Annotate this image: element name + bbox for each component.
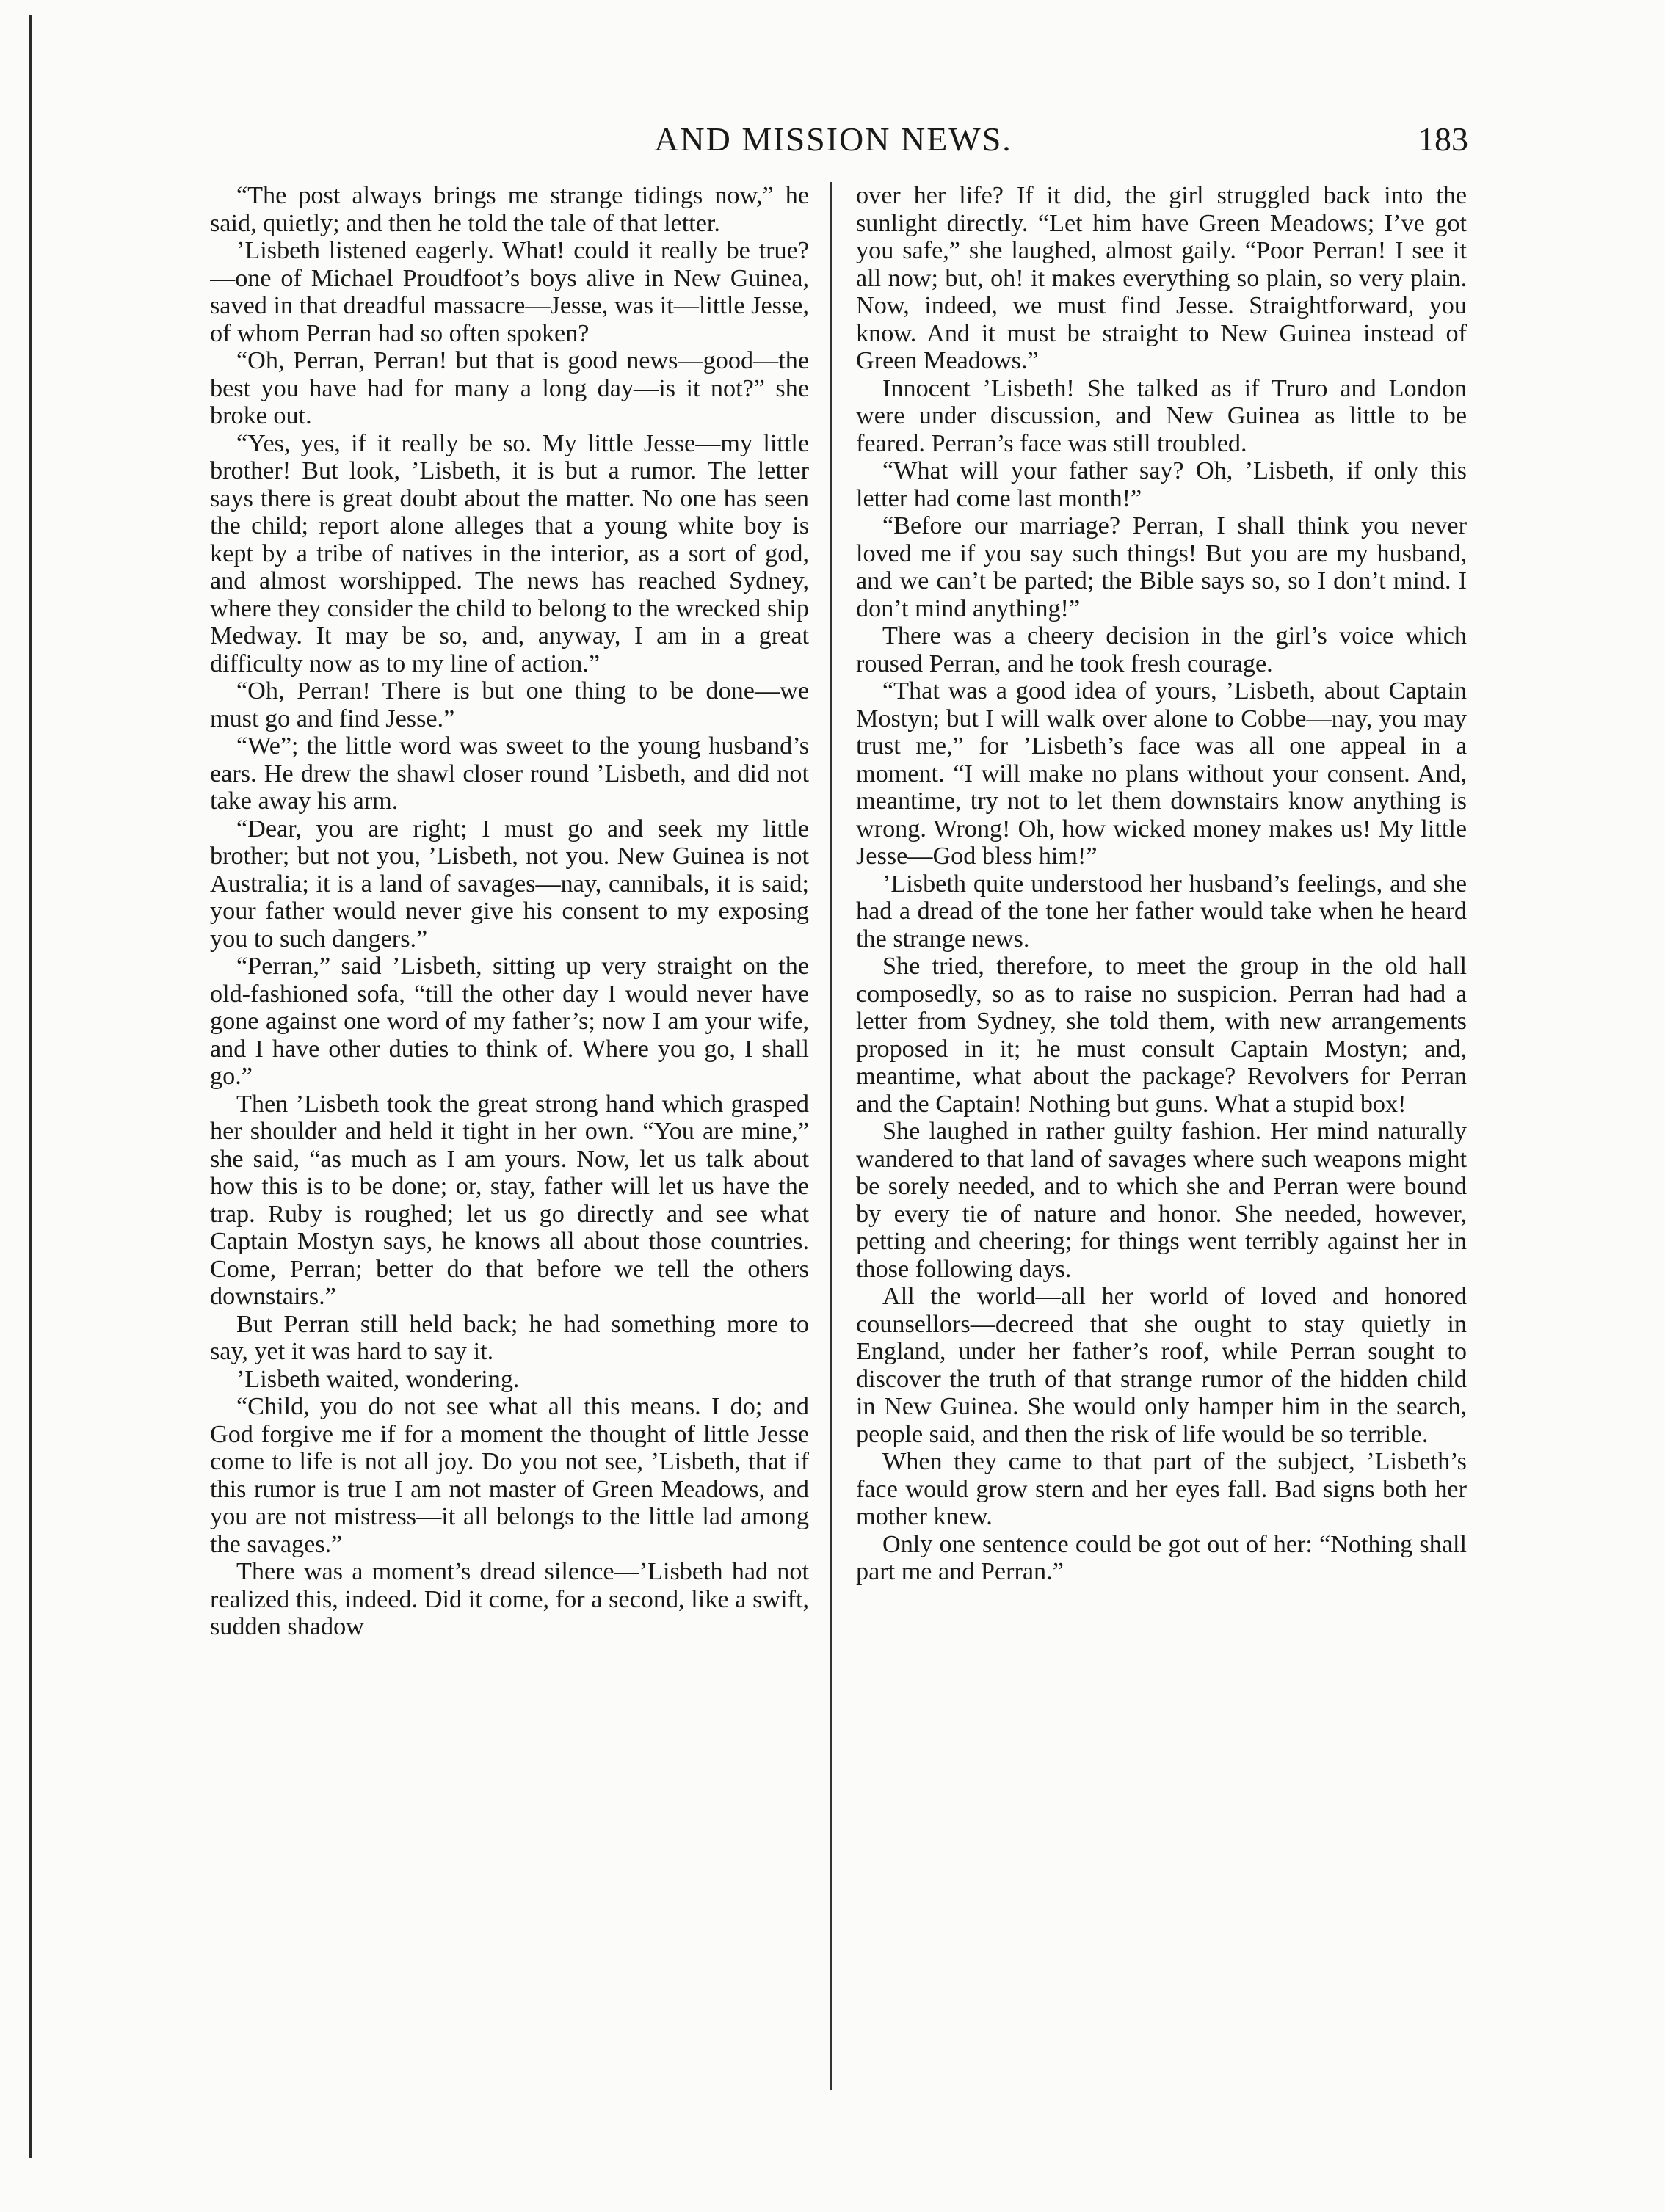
paragraph: She laughed in rather guilty fashion. Her mind naturally wandered to that land of savages where such weapons might be sorely needed, and to which she and Perran were bound by every tie of nature and honor. She needed, however, petting and cheering; for things went terribly against her in those following days. [856, 1118, 1467, 1283]
paragraph: Then ’Lisbeth took the great strong hand which grasped her shoulder and held it tight in her own. “You are mine,” she said, “as much as I am yours. Now, let us talk about how this is to be done; or, stay, father will let us have the trap. Ruby is roughed; let us go directly and see what Captain Mostyn says, he knows all about those countries. Come, Perran; better do that before we tell the others downstairs.” [210, 1090, 809, 1310]
paragraph: Only one sentence could be got out of her: “Nothing shall part me and Perran.” [856, 1530, 1467, 1585]
paragraph: There was a moment’s dread silence—’Lisbeth had not realized this, indeed. Did it come, for a second, like a swift, sudden shadow [210, 1558, 809, 1640]
paragraph: “What will your father say? Oh, ’Lisbeth, if only this letter had come last month!” [856, 457, 1467, 512]
paragraph: But Perran still held back; he had something more to say, yet it was hard to say it. [210, 1310, 809, 1365]
paragraph: over her life? If it did, the girl struggled back into the sunlight directly. “Let him have Green Meadows; I’ve got you safe,” she laughed, almost gaily. “Poor Perran! I see it all now; but, oh! it makes everything so plain, so very plain. Now, indeed, we must find Jesse. Straightforward, you know. And it must be straight to New Guinea instead of Green Meadows.” [856, 182, 1467, 374]
paragraph: She tried, therefore, to meet the group in the old hall composedly, so as to raise no suspicion. Perran had had a letter from Sydney, she told them, with new arrangements proposed in it; he must consult Captain Mostyn; and, meantime, what about the package? Revolvers for Perran and the Captain! Nothing but guns. What a stupid box! [856, 953, 1467, 1118]
running-header [198, 117, 1468, 169]
paragraph: When they came to that part of the subject, ’Lisbeth’s face would grow stern and her eyes fall. Bad signs both her mother knew. [856, 1448, 1467, 1530]
column-divider [830, 182, 832, 2090]
paragraph: “Perran,” said ’Lisbeth, sitting up very straight on the old-fashioned sofa, “till the other day I would never have gone against one word of my father’s; now I am your wife, and I have other duties to think of. Where you go, I shall go.” [210, 953, 809, 1090]
paragraph: “Child, you do not see what all this means. I do; and God forgive me if for a moment the thought of little Jesse come to life is not all joy. Do you not see, ’Lisbeth, that if this rumor is true I am not master of Green Meadows, and you are not mistress—it all belongs to the little lad among the savages.” [210, 1393, 809, 1558]
paragraph: There was a cheery decision in the girl’s voice which roused Perran, and he took fresh courage. [856, 622, 1467, 677]
paragraph: “The post always brings me strange tidings now,” he said, quietly; and then he told the tale of that letter. [210, 182, 809, 237]
paragraph: “Before our marriage? Perran, I shall think you never loved me if you say such things! But you are my husband, and we can’t be parted; the Bible says so, so I don’t mind. I don’t mind anything!” [856, 512, 1467, 622]
page-number: 183 [1418, 120, 1468, 158]
paragraph: All the world—all her world of loved and honored counsellors—decreed that she ought to stay quietly in England, under her father’s roof, while Perran sought to discover the truth of that strange rumor of the hidden child in New Guinea. She would only hamper him in the search, people said, and then the risk of life would be so terrible. [856, 1283, 1467, 1448]
paragraph: “Oh, Perran, Perran! but that is good news—good—the best you have had for many a long day—is it not?” she broke out. [210, 347, 809, 429]
paragraph: ’Lisbeth waited, wondering. [236, 1365, 520, 1393]
left-column [210, 182, 809, 2105]
paragraph: “We”; the little word was sweet to the young husband’s ears. He drew the shawl closer round ’Lisbeth, and did not take away his arm. [210, 732, 809, 815]
paragraph: “Oh, Perran! There is but one thing to be done—we must go and find Jesse.” [210, 677, 809, 732]
paragraph: “Dear, you are right; I must go and seek my little brother; but not you, ’Lisbeth, not you. New Guinea is not Australia; it is a land of savages—nay, cannibals, it is said; your father would never give his consent to my exposing you to such dangers.” [210, 815, 809, 953]
paragraph: ’Lisbeth quite understood her husband’s feelings, and she had a dread of the tone her father would take when he heard the strange news. [856, 870, 1467, 953]
paragraph: ’Lisbeth listened eagerly. What! could it really be true?—one of Michael Proudfoot’s boys alive in New Guinea, saved in that dreadful massacre—Jesse, was it—little Jesse, of whom Perran had so often spoken? [210, 237, 809, 347]
right-column [856, 182, 1467, 2105]
margin-rule [29, 15, 32, 2158]
running-title: AND MISSION NEWS. [654, 120, 1012, 158]
paragraph: “That was a good idea of yours, ’Lisbeth, about Captain Mostyn; but I will walk over alone to Cobbe—nay, you may trust me,” for ’Lisbeth’s face was all one appeal in a moment. “I will make no plans without your consent. And, meantime, try not to let them downstairs know anything is wrong. Wrong! Oh, how wicked money makes us! My little Jesse—God bless him!” [856, 677, 1467, 870]
paragraph: Innocent ’Lisbeth! She talked as if Truro and London were under discussion, and New Guinea as little to be feared. Perran’s face was still troubled. [856, 374, 1467, 457]
paragraph: “Yes, yes, if it really be so. My little Jesse—my little brother! But look, ’Lisbeth, it is but a rumor. The letter says there is great doubt about the matter. No one has seen the child; report alone alleges that a young white boy is kept by a tribe of natives in the interior, as a sort of god, and almost worshipped. The news has reached Sydney, where they consider the child to belong to the wrecked ship Medway. It may be so, and, anyway, I am in a great difficulty now as to my line of action.” [210, 429, 809, 677]
